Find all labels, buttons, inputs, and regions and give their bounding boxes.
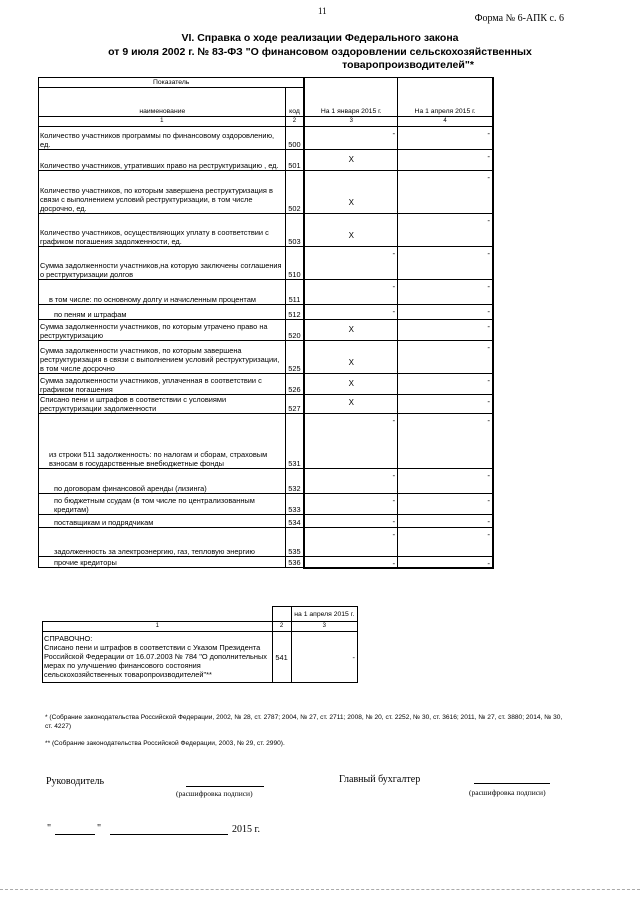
row-value-jan [304,528,397,557]
cell-dash: - [487,559,490,568]
cell-dash: - [487,173,490,182]
row-code: 500 [285,127,304,150]
row-code: 525 [285,341,304,374]
row-value-apr [398,171,493,214]
cell-x-mark: X [348,155,354,164]
table-row [39,528,494,557]
date-year: 2015 г. [232,824,260,835]
cell-dash: - [487,152,490,161]
table-row [39,494,494,515]
header-indicator: Показатель [39,78,305,88]
table-row [39,305,494,320]
table-row [39,247,494,280]
table-row [39,150,494,171]
cell-dash: - [487,471,490,480]
row-value-apr [398,528,493,557]
header-apr: На 1 апреля 2015 г. [398,78,493,117]
row-value-jan [304,395,397,414]
row-value-apr [398,320,493,341]
row-value-jan [304,341,397,374]
footnote-2: ** (Собрание законодательства Российской Федерации, 2003, № 29, ст. 2990). [45,740,285,747]
row-code: 534 [285,515,304,528]
main-table [38,77,494,569]
row-code: 532 [285,469,304,494]
row-value-apr [398,395,493,414]
row-code: 527 [285,395,304,414]
cell-dash: - [392,517,396,526]
row-name: задолженность за электроэнергию, газ, тепловую энергию [39,528,286,557]
row-name: в том числе: по основному долгу и начисленным процентам [39,280,286,305]
row-value-jan [304,214,397,247]
table-row [39,171,494,214]
row-name: Количество участников программы по финансовому оздоровлению, ед. [39,127,286,150]
cell-dash: - [487,416,490,425]
date-quote-open: " [47,823,52,834]
cell-x-mark: X [348,325,354,334]
row-code: 512 [285,305,304,320]
col-num-2: 2 [285,117,304,127]
table-row [39,214,494,247]
row-value-apr [398,469,493,494]
header-name: наименование [39,88,286,117]
reference-table [42,606,358,683]
row-name: Сумма задолженности участников, по которым утрачено право на реструктуризацию [39,320,286,341]
title-line-2: от 9 июля 2002 г. № 83-ФЗ "О финансовом оздоровлении сельскохозяйственных [108,45,532,58]
date-quote-close: " [97,823,102,834]
cell-dash: - [487,216,490,225]
cell-dash: - [392,282,396,291]
reference-text-cell [43,632,273,683]
accountant-signature-line [474,783,550,784]
row-value-jan [304,150,397,171]
table-row [39,557,494,568]
cell-dash: - [487,397,490,406]
row-value-jan [304,557,397,568]
row-code: 536 [285,557,304,568]
row-value-apr [398,494,493,515]
table-row [39,395,494,414]
row-value-apr [398,305,493,320]
cell-dash: - [487,530,490,539]
row-name: прочие кредиторы [39,557,286,568]
reference-text: Списано пени и штрафов в соответствии с Указом Президента Российской Федерации от 16.07.2003 № 784 "О дополнительных мерах по улучшению финансового состояния сельскохозяйственных товаропроизводителей"** [44,643,267,679]
row-value-jan [304,280,397,305]
row-value-apr [398,214,493,247]
row-name: Количество участников, по которым завершена реструктуризация в связи с выполнением условий реструктуризации, в том числе досрочно, ед. [39,171,286,214]
col-num-3: 3 [304,117,397,127]
cell-dash: - [487,129,490,138]
table-row [39,280,494,305]
cell-x-mark: X [348,379,354,388]
row-code: 535 [285,528,304,557]
row-name: по договорам финансовой аренды (лизинга) [39,469,286,494]
col-num-4: 4 [398,117,493,127]
accountant-caption: (расшифровка подписи) [469,788,546,797]
head-caption: (расшифровка подписи) [176,789,253,798]
head-label: Руководитель [46,776,105,787]
row-value-jan [304,414,397,469]
cell-dash: - [487,249,490,258]
row-value-jan [304,494,397,515]
section-title [0,32,640,73]
date-day-line [55,834,95,835]
page-edge [0,889,640,890]
row-name: Списано пени и штрафов в соответствии с условиями реструктуризации задолженности [39,395,286,414]
row-value-jan [304,320,397,341]
row-name: Сумма задолженности участников, по которым завершена реструктуризация в связи с выполнением условий реструктуризации, в том числе досрочно [39,341,286,374]
title-line-1: VI. Справка о ходе реализации Федерального закона [181,32,459,44]
table-row [39,414,494,469]
row-value-jan [304,247,397,280]
ref-num-1: 1 [43,622,273,632]
row-code: 502 [285,171,304,214]
row-value-apr [398,127,493,150]
row-value-jan [304,171,397,214]
cell-dash: - [392,530,396,539]
row-value-apr [398,557,493,568]
row-code: 501 [285,150,304,171]
table-row [39,127,494,150]
row-value-jan [304,469,397,494]
row-value-apr [398,341,493,374]
row-value-jan [304,374,397,395]
ref-num-3: 3 [291,622,357,632]
cell-dash: - [487,307,490,316]
row-value-jan [304,515,397,528]
row-name: Количество участников, утративших право на реструктуризацию , ед. [39,150,286,171]
cell-dash: - [392,249,396,258]
row-value-apr [398,515,493,528]
accountant-label: Главный бухгалтер [339,774,421,785]
cell-x-mark: X [348,231,354,240]
cell-dash: - [487,343,490,352]
cell-dash: - [392,559,396,568]
row-name: Сумма задолженности участников,на которую заключены соглашения о реструктуризации долгов [39,247,286,280]
form-label: Форма № 6-АПК с. 6 [474,13,564,24]
header-jan: На 1 января 2015 г. [304,78,397,117]
row-name: поставщикам и подрядчикам [39,515,286,528]
title-line-3: товаропроизводителей"* [342,59,474,71]
page-number: 11 [318,6,327,16]
reference-code: 541 [272,632,291,683]
row-value-apr [398,150,493,171]
cell-dash: - [487,322,490,331]
row-code: 526 [285,374,304,395]
reference-date-header: на 1 апреля 2015 г. [291,607,357,622]
table-row [39,320,494,341]
row-value-apr [398,374,493,395]
row-name: из строки 511 задолженность: по налогам и сборам, страховым взносам в государственные внебюджетные фонды [39,414,286,469]
row-value-jan [304,305,397,320]
date-month-line [110,834,228,835]
row-value-apr [398,247,493,280]
reference-label: СПРАВОЧНО: [44,634,93,643]
head-signature-line [186,786,264,787]
row-name: Сумма задолженности участников, уплаченная в соответствии с графиком погашения [39,374,286,395]
cell-dash: - [487,376,490,385]
cell-dash: - [392,416,396,425]
row-name: по бюджетным ссудам (в том числе по централизованным кредитам) [39,494,286,515]
cell-x-mark: X [348,198,354,207]
cell-dash: - [392,496,396,505]
reference-value: - [291,632,357,683]
cell-dash: - [392,471,396,480]
table-row [39,374,494,395]
row-code: 511 [285,280,304,305]
row-code: 510 [285,247,304,280]
table-row [39,341,494,374]
cell-x-mark: X [348,358,354,367]
col-num-1: 1 [39,117,286,127]
cell-dash: - [487,496,490,505]
cell-dash: - [487,517,490,526]
row-code: 503 [285,214,304,247]
row-code: 520 [285,320,304,341]
row-code: 531 [285,414,304,469]
row-code: 533 [285,494,304,515]
table-row [39,469,494,494]
row-value-jan [304,127,397,150]
cell-dash: - [392,129,396,138]
cell-dash: - [392,307,396,316]
row-name: Количество участников, осуществляющих уплату в соответствии с графиком погашения задолженности, ед. [39,214,286,247]
cell-x-mark: X [348,398,354,407]
row-name: по пеням и штрафам [39,305,286,320]
ref-num-2: 2 [272,622,291,632]
table-row [39,515,494,528]
cell-dash: - [487,282,490,291]
row-value-apr [398,414,493,469]
row-value-apr [398,280,493,305]
footnote-1: * (Собрание законодательства Российской Федерации, 2002, № 28, ст. 2787; 2004, № 27, ст. 2711; 2008, № 20, ст. 2252, № 30, ст. 3616; 2011, № 27, ст. 3880; 2014, № 30, ст. 4227) [45,714,563,730]
header-code: код [285,88,304,117]
